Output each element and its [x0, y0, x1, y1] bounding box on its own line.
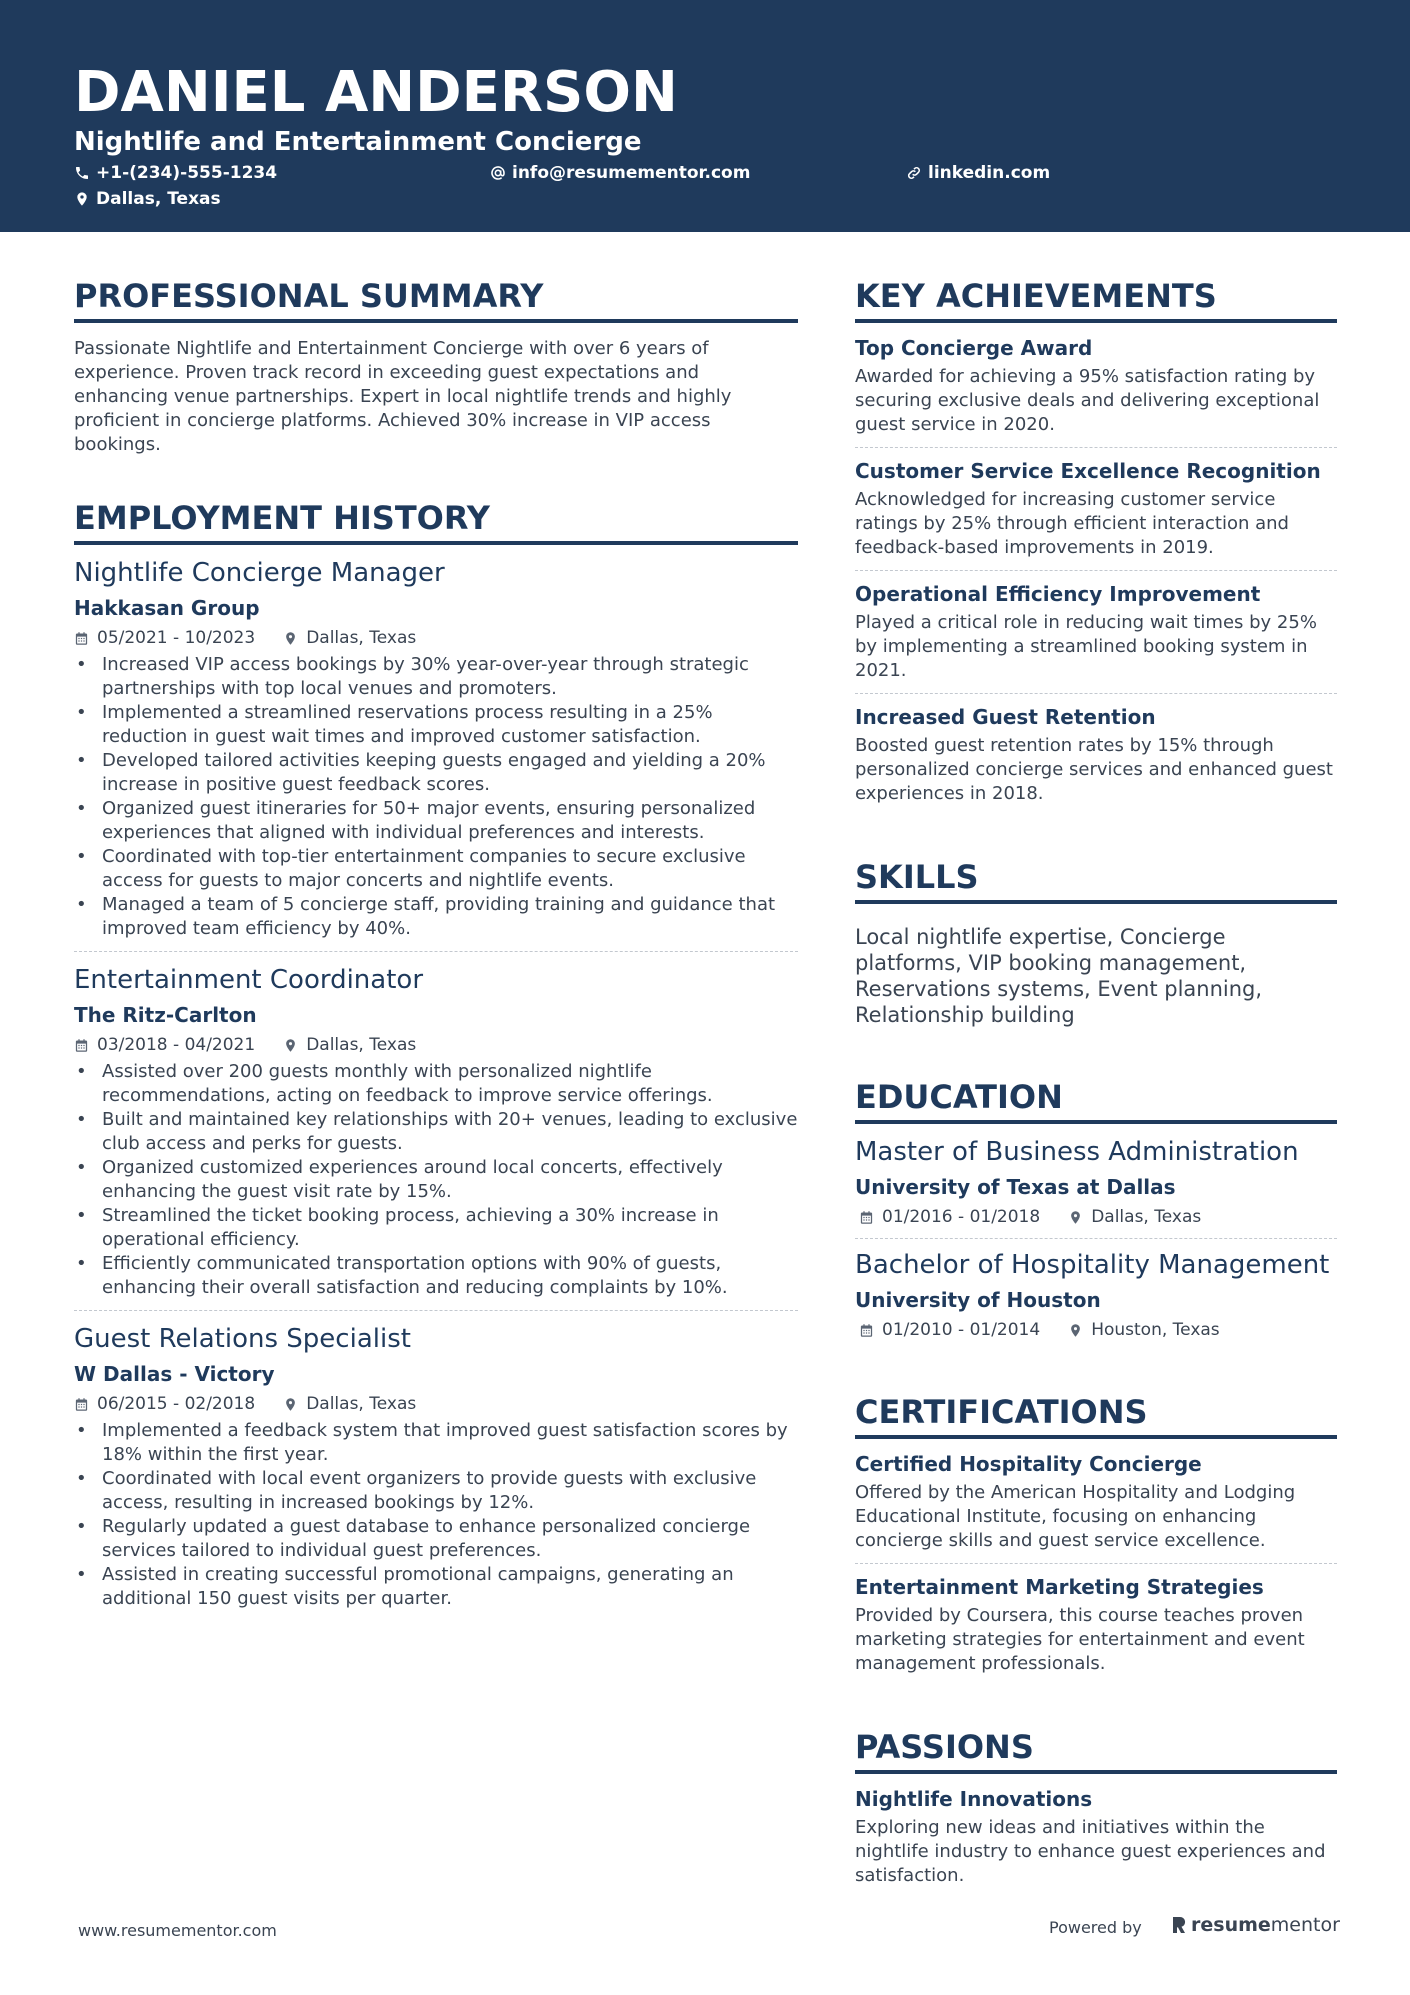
education-section	[855, 1076, 1337, 1351]
item-title: Customer Service Excellence Recognition	[855, 459, 1321, 483]
section-heading: PROFESSIONAL SUMMARY	[74, 275, 798, 323]
location: Dallas, Texas	[306, 628, 417, 648]
section-heading: SKILLS	[855, 856, 1337, 904]
footer-website-link[interactable]: www.resumementor.com	[78, 1921, 277, 1940]
job-bullets	[74, 1419, 798, 1611]
date-range: 01/2010 - 01/2014	[882, 1320, 1041, 1340]
calendar-icon	[859, 1323, 874, 1338]
item-title: Increased Guest Retention	[855, 705, 1156, 729]
location-pin-icon	[283, 1397, 298, 1412]
item-description: Played a critical role in reducing wait times by 25% by implementing a streamlined booking system in 2021.	[855, 612, 1317, 681]
calendar-icon	[859, 1210, 874, 1225]
item-title: Nightlife Innovations	[855, 1787, 1093, 1811]
bullet-item: • Coordinated with top-tier entertainment companies to secure exclusive access for guests to major concerts and nightlife events.	[74, 845, 798, 893]
date-location-row	[855, 1206, 1337, 1228]
resumementor-logo-icon	[1171, 1915, 1187, 1935]
contact-location	[74, 188, 221, 210]
location-pin-icon	[1068, 1323, 1083, 1338]
passion-list	[855, 1786, 1337, 1898]
skills-section	[855, 856, 1337, 1028]
passions-section	[855, 1726, 1337, 1898]
location-pin-icon	[74, 191, 90, 207]
education-item	[855, 1238, 1337, 1351]
item-title: Entertainment Marketing Strategies	[855, 1575, 1264, 1599]
bullet-item: • Implemented a streamlined reservations process resulting in a 25% reduction in guest wait times and improved customer satisfaction.	[74, 701, 798, 749]
date-location-row	[74, 1393, 798, 1415]
summary-text: Passionate Nightlife and Entertainment Concierge with over 6 years of experience. Proven track record in exceeding guest expectations and enhancing venue partnerships. Expert in local nightlife trends and highly proficient in concierge platforms. Achieved 30% increase in VIP access bookings.	[74, 338, 732, 455]
section-heading: EMPLOYMENT HISTORY	[74, 497, 798, 545]
location: Houston, Texas	[1091, 1320, 1220, 1340]
brand-logo[interactable]	[1171, 1914, 1340, 1936]
candidate-title: Nightlife and Entertainment Concierge	[74, 127, 642, 157]
date-location-row	[74, 627, 798, 649]
item-description: Offered by the American Hospitality and Lodging Educational Institute, focusing on enhancing concierge skills and guest service excellence.	[855, 1482, 1296, 1551]
item-title: Certified Hospitality Concierge	[855, 1452, 1202, 1476]
section-heading: KEY ACHIEVEMENTS	[855, 275, 1337, 323]
achievement-list	[855, 335, 1337, 816]
achievements-item	[855, 335, 1337, 447]
date-range: 01/2016 - 01/2018	[882, 1207, 1041, 1227]
job-role: Nightlife Concierge Manager	[74, 558, 445, 588]
phone-icon	[74, 165, 90, 181]
calendar-icon	[74, 1397, 89, 1412]
section-heading: PASSIONS	[855, 1726, 1337, 1774]
job-role: Entertainment Coordinator	[74, 965, 424, 995]
degree-name: Bachelor of Hospitality Management	[855, 1250, 1330, 1280]
job-entry	[74, 1310, 798, 1621]
date-location-row	[855, 1319, 1337, 1341]
item-description: Awarded for achieving a 95% satisfaction rating by securing exclusive deals and delivering exceptional guest service in 2020.	[855, 366, 1320, 435]
bullet-item: • Streamlined the ticket booking process, achieving a 30% increase in operational efficiency.	[74, 1204, 798, 1252]
brand-bold-text: resume	[1191, 1914, 1271, 1936]
item-title: Operational Efficiency Improvement	[855, 582, 1261, 606]
certification-list	[855, 1451, 1337, 1686]
location: Dallas, Texas	[306, 1035, 417, 1055]
location-pin-icon	[283, 1038, 298, 1053]
location-pin-icon	[283, 631, 298, 646]
resume-header	[0, 0, 1410, 232]
linkedin-link[interactable]: linkedin.com	[928, 163, 1051, 183]
bullet-item: • Organized customized experiences around local concerts, effectively enhancing the guest visit rate by 15%.	[74, 1156, 798, 1204]
item-description: Provided by Coursera, this course teaches proven marketing strategies for entertainment and event management professionals.	[855, 1605, 1305, 1674]
left-column	[74, 275, 798, 1621]
bullet-item: • Managed a team of 5 concierge staff, providing training and guidance that improved team efficiency by 40%.	[74, 893, 798, 941]
location: Dallas, Texas	[1091, 1207, 1202, 1227]
bullet-item: • Efficiently communicated transportation options with 90% of guests, enhancing their overall satisfaction and reducing complaints by 10%.	[74, 1252, 798, 1300]
contact-phone	[74, 162, 277, 184]
at-icon	[490, 165, 506, 181]
school-name: University of Houston	[855, 1288, 1101, 1312]
calendar-icon	[74, 1038, 89, 1053]
item-description: Boosted guest retention rates by 15% through personalized concierge services and enhanced guest experiences in 2018.	[855, 735, 1333, 804]
email-link[interactable]: info@resumementor.com	[512, 163, 751, 183]
calendar-icon	[74, 631, 89, 646]
job-bullets	[74, 1060, 798, 1300]
date-range: 05/2021 - 10/2023	[97, 628, 256, 648]
summary-section	[74, 275, 798, 457]
phone-text: +1-(234)-555-1234	[96, 163, 278, 183]
item-description: Exploring new ideas and initiatives within the nightlife industry to enhance guest experiences and satisfaction.	[855, 1817, 1326, 1886]
bullet-item: • Built and maintained key relationships with 20+ venues, leading to exclusive club access and perks for guests.	[74, 1108, 798, 1156]
bullet-item: • Assisted in creating successful promotional campaigns, generating an additional 150 guest visits per quarter.	[74, 1563, 798, 1611]
job-role: Guest Relations Specialist	[74, 1324, 411, 1354]
date-range: 03/2018 - 04/2021	[97, 1035, 256, 1055]
certifications-section	[855, 1391, 1337, 1686]
section-heading: EDUCATION	[855, 1076, 1337, 1124]
link-icon	[906, 165, 922, 181]
date-range: 06/2015 - 02/2018	[97, 1394, 256, 1414]
location-pin-icon	[1068, 1210, 1083, 1225]
passions-item	[855, 1786, 1337, 1898]
company-name: Hakkasan Group	[74, 596, 260, 620]
company-name: W Dallas - Victory	[74, 1362, 275, 1386]
degree-name: Master of Business Administration	[855, 1137, 1299, 1167]
employment-section	[74, 497, 798, 1621]
bullet-item: • Increased VIP access bookings by 30% year-over-year through strategic partnerships with top local venues and promoters.	[74, 653, 798, 701]
achievements-section	[855, 275, 1337, 816]
bullet-item: • Assisted over 200 guests monthly with personalized nightlife recommendations, acting on feedback to improve service offerings.	[74, 1060, 798, 1108]
job-list	[74, 557, 798, 1621]
candidate-name: DANIEL ANDERSON	[74, 60, 678, 125]
location-text: Dallas, Texas	[96, 189, 221, 209]
location: Dallas, Texas	[306, 1394, 417, 1414]
certifications-item	[855, 1563, 1337, 1686]
achievements-item	[855, 693, 1337, 816]
section-heading: CERTIFICATIONS	[855, 1391, 1337, 1439]
job-bullets	[74, 653, 798, 941]
contact-linkedin[interactable]	[906, 162, 1050, 184]
achievements-item	[855, 570, 1337, 693]
job-entry	[74, 557, 798, 951]
achievements-item	[855, 447, 1337, 570]
bullet-item: • Coordinated with local event organizers to provide guests with exclusive access, resulting in increased bookings by 12%.	[74, 1467, 798, 1515]
skills-text: Local nightlife expertise, Concierge platforms, VIP booking management, Reservations systems, Event planning, Relationship building	[855, 925, 1263, 1027]
company-name: The Ritz-Carlton	[74, 1003, 257, 1027]
certifications-item	[855, 1451, 1337, 1563]
contact-email[interactable]	[490, 162, 750, 184]
powered-by-label: Powered by	[1049, 1918, 1142, 1937]
date-location-row	[74, 1034, 798, 1056]
bullet-item: • Regularly updated a guest database to enhance personalized concierge services tailored to individual guest preferences.	[74, 1515, 798, 1563]
bullet-item: • Developed tailored activities keeping guests engaged and yielding a 20% increase in positive guest feedback scores.	[74, 749, 798, 797]
item-description: Acknowledged for increasing customer service ratings by 25% through efficient interaction and feedback-based improvements in 2019.	[855, 489, 1289, 558]
bullet-item: • Organized guest itineraries for 50+ major events, ensuring personalized experiences that aligned with individual preferences and interests.	[74, 797, 798, 845]
school-name: University of Texas at Dallas	[855, 1175, 1176, 1199]
right-column	[855, 275, 1337, 1898]
education-list	[855, 1136, 1337, 1351]
bullet-item: • Implemented a feedback system that improved guest satisfaction scores by 18% within the first year.	[74, 1419, 798, 1467]
job-entry	[74, 951, 798, 1310]
brand-light-text: mentor	[1270, 1914, 1340, 1936]
item-title: Top Concierge Award	[855, 336, 1093, 360]
education-item	[855, 1136, 1337, 1238]
